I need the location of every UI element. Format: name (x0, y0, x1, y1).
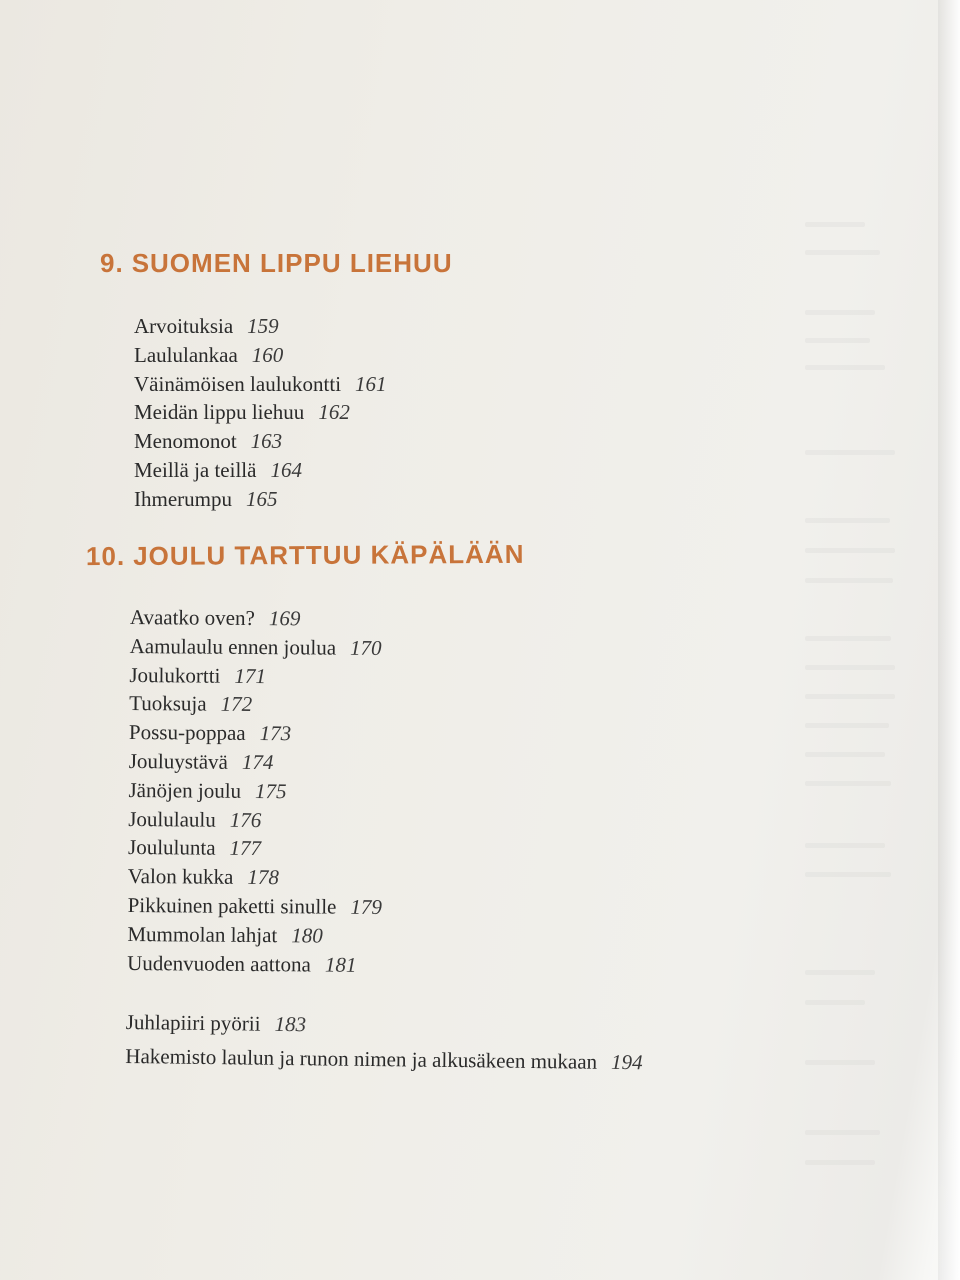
entry-page-number: 177 (229, 836, 262, 861)
entry-title: Joululaulu (128, 806, 216, 832)
show-through-line (805, 752, 885, 757)
show-through-line (805, 781, 891, 786)
show-through-line (805, 1060, 875, 1065)
chapter-title: JOULU TARTTUU KÄPÄLÄÄN (133, 538, 525, 571)
page-edge (938, 0, 960, 1280)
toc-entry (128, 862, 383, 893)
chapter-10-entries (127, 603, 384, 979)
chapter-10-heading (86, 539, 525, 572)
entry-page-number: 162 (318, 400, 350, 425)
toc-entry (128, 833, 383, 864)
entry-page-number: 175 (255, 778, 287, 804)
entry-title: Aamulaulu ennen joulua (129, 633, 337, 660)
show-through-line (805, 1160, 875, 1165)
entry-page-number: 194 (610, 1049, 643, 1075)
toc-entry (134, 485, 387, 514)
show-through-line (805, 694, 895, 699)
entry-page-number: 178 (247, 865, 280, 890)
entry-title: Hakemisto laulun ja runon nimen ja alkusäkeen mukaan (125, 1043, 598, 1074)
toc-entry (134, 456, 387, 485)
appendix-entries (125, 1005, 643, 1079)
entry-page-number: 159 (247, 314, 279, 338)
entry-page-number: 174 (241, 749, 274, 775)
entry-title: Valon kukka (127, 864, 234, 889)
entry-title: Väinämöisen laulukontti (134, 371, 342, 396)
show-through-line (805, 1130, 880, 1135)
show-through-line (805, 578, 893, 583)
toc-entry (125, 1039, 643, 1079)
entry-title: Joululunta (127, 835, 216, 861)
entry-page-number: 170 (350, 635, 382, 660)
entry-page-number: 173 (259, 721, 292, 746)
entry-page-number: 161 (355, 371, 387, 396)
entry-page-number: 181 (324, 952, 357, 977)
entry-title: Laululankaa (134, 342, 238, 367)
chapter-number: 10. (85, 540, 126, 572)
entry-title: Jouluystävä (128, 748, 229, 774)
entry-title: Mummolan lahjat (127, 921, 278, 947)
show-through-line (805, 310, 875, 315)
entry-title: Meillä ja teillä (134, 457, 257, 482)
show-through-line (805, 636, 891, 641)
toc-entry (134, 398, 387, 427)
entry-page-number: 179 (350, 894, 383, 919)
show-through-line (805, 843, 885, 848)
toc-entry (128, 805, 383, 836)
toc-entry (127, 949, 382, 980)
show-through-line (805, 723, 889, 728)
entry-page-number: 169 (268, 606, 301, 631)
toc-entry (130, 632, 385, 663)
entry-page-number: 160 (251, 342, 284, 367)
show-through-line (805, 548, 895, 553)
entry-title: Arvoituksia (134, 314, 234, 338)
entry-page-number: 163 (250, 429, 283, 454)
entry-title: Joulukortti (129, 662, 221, 688)
chapter-9-entries (134, 312, 387, 514)
chapter-title: SUOMEN LIPPU LIEHUU (131, 248, 453, 278)
show-through-line (805, 518, 890, 523)
show-through-line (805, 872, 891, 877)
toc-entry (127, 920, 382, 951)
entry-title: Ihmerumpu (134, 486, 232, 511)
entry-title: Avaatko oven? (129, 604, 255, 630)
show-through-line (805, 665, 895, 670)
show-through-line (805, 365, 885, 370)
show-through-line (805, 1000, 865, 1005)
toc-entry (134, 312, 387, 341)
entry-title: Pikkuinen paketti sinulle (127, 892, 337, 919)
entry-title: Uudenvuoden aattona (127, 950, 311, 976)
toc-entry (130, 603, 385, 634)
chapter-number: 9. (100, 248, 124, 278)
entry-title: Tuoksuja (129, 691, 207, 716)
toc-entry (129, 718, 384, 749)
entry-title: Possu-poppaa (128, 720, 246, 746)
toc-entry (134, 427, 387, 456)
entry-page-number: 165 (245, 486, 278, 511)
entry-page-number: 164 (270, 457, 302, 482)
entry-title: Meidän lippu liehuu (134, 400, 305, 425)
entry-title: Juhlapiiri pyörii (125, 1009, 261, 1036)
entry-page-number: 176 (229, 807, 262, 832)
toc-entry (134, 341, 387, 370)
entry-page-number: 183 (274, 1011, 307, 1037)
entry-title: Menomonot (134, 429, 237, 454)
toc-entry (129, 689, 384, 720)
toc-entry (134, 370, 387, 399)
show-through-line (805, 250, 880, 255)
show-through-line (805, 338, 870, 343)
entry-page-number: 172 (220, 692, 253, 717)
show-through-line (805, 970, 875, 975)
toc-entry (128, 891, 383, 922)
entry-page-number: 180 (291, 923, 323, 948)
toc-entry (129, 747, 384, 778)
chapter-9-heading (100, 248, 453, 279)
toc-entry (128, 776, 383, 807)
entry-page-number: 171 (234, 663, 267, 688)
show-through-line (805, 450, 895, 455)
entry-title: Jänöjen joulu (128, 777, 242, 803)
show-through-line (805, 222, 865, 227)
toc-entry (129, 661, 384, 692)
